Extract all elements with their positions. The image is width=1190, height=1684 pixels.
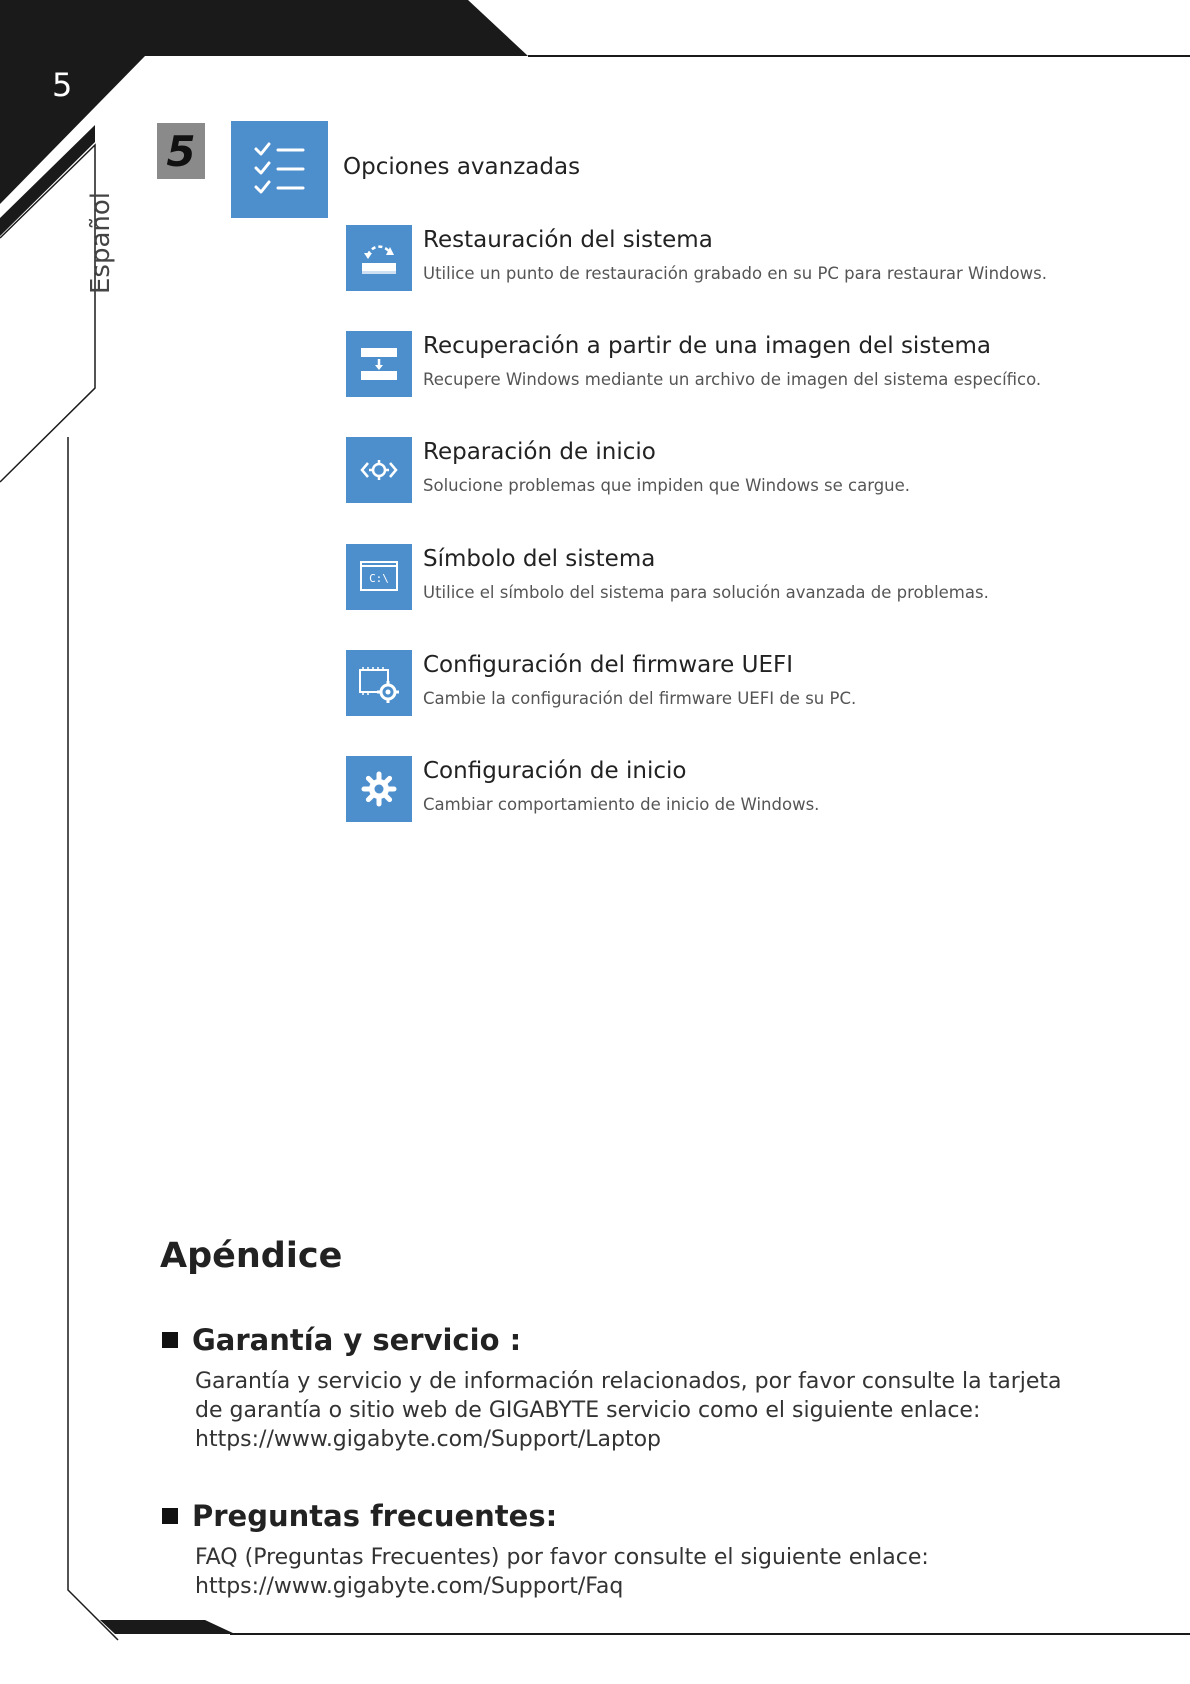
option-title: Configuración de inicio [423,758,687,784]
section-body [195,1543,1085,1601]
option-description: Utilice el símbolo del sistema para solución avanzada de problemas. [423,583,989,602]
side-tab-outline [0,145,95,482]
option-description: Recupere Windows mediante un archivo de imagen del sistema específico. [423,370,1042,389]
system-restore-icon [346,225,412,291]
option-startup-settings[interactable] [346,756,1146,822]
option-startup-repair[interactable] [346,437,1146,503]
option-tile [346,544,412,610]
section-body [195,1367,1085,1454]
option-title: Restauración del sistema [423,227,713,253]
option-command-prompt[interactable] [346,544,1146,610]
option-description: Cambie la configuración del firmware UEFI de su PC. [423,689,857,708]
startup-repair-icon [346,437,412,503]
checklist-icon [231,121,328,218]
appendix-title: Apéndice [160,1236,343,1276]
square-bullet-icon [162,1508,178,1524]
option-tile [346,756,412,822]
prompt-glyph: C:\ [369,572,389,585]
page-number: 5 [52,66,73,104]
section-text: FAQ (Preguntas Frecuentes) por favor consulte el siguiente enlace: [195,1545,929,1570]
option-system-image-recovery[interactable] [346,331,1146,397]
option-tile [346,331,412,397]
command-prompt-icon [346,544,412,610]
option-title: Símbolo del sistema [423,546,656,572]
option-description: Cambiar comportamiento de inicio de Windows. [423,795,820,814]
option-tile [346,437,412,503]
option-description: Utilice un punto de restauración grabado en su PC para restaurar Windows. [423,264,1047,283]
option-uefi-firmware[interactable] [346,650,1146,716]
bottom-tab-shape [100,1620,235,1634]
startup-settings-icon [346,756,412,822]
option-title: Configuración del firmware UEFI [423,652,794,678]
step-number-badge: 5 [157,123,205,179]
section-heading: Preguntas frecuentes: [192,1499,558,1533]
section-heading: Garantía y servicio : [192,1323,522,1357]
option-title: Recuperación a partir de una imagen del sistema [423,333,991,359]
option-title: Reparación de inicio [423,439,656,465]
section-text: Garantía y servicio y de información relacionados, por favor consulte la tarjeta de garantía o sitio web de GIGABYTE servicio como el siguiente enlace: [195,1369,1062,1423]
support-link[interactable]: https://www.gigabyte.com/Support/Laptop [195,1427,662,1452]
advanced-options-heading: Opciones avanzadas [343,154,581,180]
language-tab-label: Español [86,191,117,295]
option-tile [346,225,412,291]
left-margin-rule [68,437,118,1640]
advanced-options-tile[interactable] [231,121,328,218]
option-system-restore[interactable] [346,225,1146,291]
option-description: Solucione problemas que impiden que Windows se cargue. [423,476,911,495]
option-tile [346,650,412,716]
uefi-firmware-icon [346,650,412,716]
square-bullet-icon [162,1332,178,1348]
faq-link[interactable]: https://www.gigabyte.com/Support/Faq [195,1574,624,1599]
system-image-recovery-icon [346,331,412,397]
